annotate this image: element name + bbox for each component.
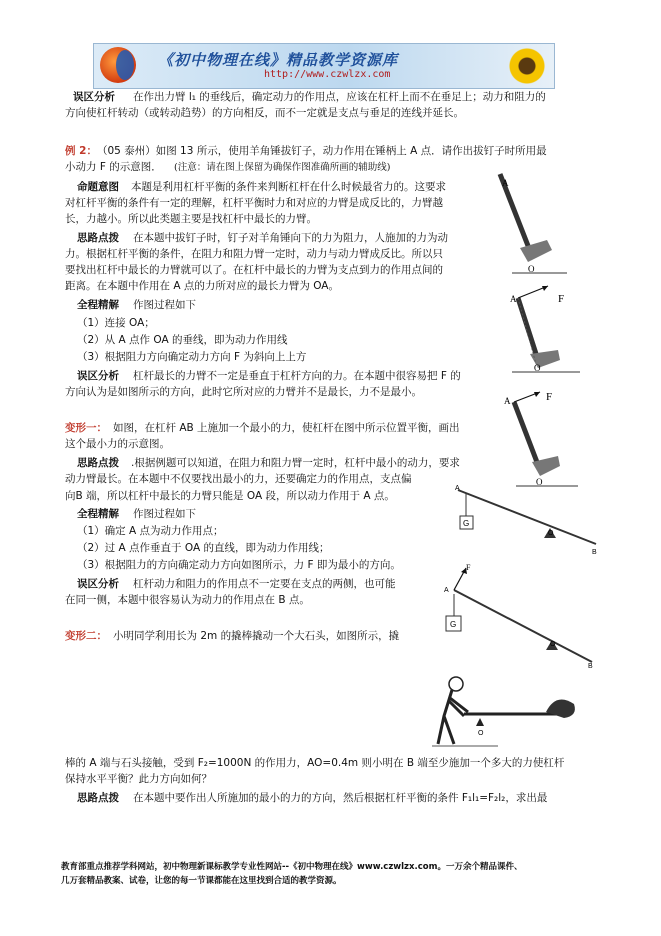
v2-line1: 小明同学利用长为 2m 的撬棒撬动一个大石头，如图所示，撬 — [113, 630, 400, 642]
label-g: G — [463, 519, 470, 528]
ex2-step3: （3）根据阻力方向确定动力方向 F 为斜向上上方 — [77, 351, 307, 363]
banner-title: 《初中物理在线》精品教学资源库 — [158, 51, 399, 69]
lever-bar — [458, 490, 596, 544]
v1-line1: 如图，在杠杆 AB 上施加一个最小的力，使杠杆在图中所示位置平衡，画出 — [113, 422, 460, 434]
label-f: F — [466, 563, 471, 572]
ex2-note: (注意：请在图上保留为确保作图准确所画的辅助线) — [174, 162, 391, 173]
lever-figure-2 — [440, 560, 600, 670]
ex2-proc-label: 全程精解 — [77, 299, 119, 311]
person-body — [438, 690, 468, 744]
hammer-figure-2 — [500, 280, 586, 380]
label-a: A — [455, 485, 460, 492]
sunflower-icon — [504, 46, 550, 86]
p1-line1: 在作出力臂 l₁ 的垂线后，确定动力的作用点，应该在杠杆上而不在垂足上；动力和阻力的 — [133, 91, 546, 103]
ex2-step2: （2）从 A 点作 OA 的垂线，即为动力作用线 — [77, 334, 288, 346]
label-o: O — [548, 530, 554, 537]
label-g: G — [450, 620, 457, 629]
v1-proc-label: 全程精解 — [77, 508, 119, 520]
label-f: F — [558, 293, 565, 305]
label-b: B — [588, 663, 593, 670]
header-banner — [93, 43, 555, 89]
footer-line1: 教育部重点推荐学科网站，初中物理新课标教学专业性网站--《初中物理在线》www.czwlzx.com。一万余个精品课件、 — [61, 862, 523, 872]
ex2-intent2: 对杠杆平衡的条件有一定的理解，杠杆平衡时力和对应的力臂是成反比的，力臂越 — [65, 197, 443, 209]
v1-mis2: 在同一侧，本题中很容易认为动力的作用点在 B 点。 — [65, 594, 310, 606]
label-f: F — [546, 391, 553, 403]
v1-label: 变形一： — [65, 422, 107, 434]
lever-figure-1 — [452, 482, 602, 560]
v1-idea3: 向B 端，所以杠杆中最长的力臂只能是 OA 段，所以动力作用于 A 点。 — [65, 490, 395, 502]
v2-label: 变形二： — [65, 630, 107, 642]
label-o: O — [478, 730, 484, 737]
label-o: O — [536, 477, 543, 487]
ex2-idea2: 力。根据杠杆平衡的条件，在阻力和阻力臂一定时，动力与动力臂成反比。所以只 — [65, 248, 443, 260]
label-b: B — [592, 549, 597, 556]
v1-mis1: 杠杆动力和阻力的作用点不一定要在支点的两侧，也可能 — [133, 578, 396, 590]
fulcrum-icon — [476, 718, 484, 726]
ex2-idea3: 要找出杠杆中最长的力臂就可以了。在杠杆中最长的力臂为支点到力的作用点间的 — [65, 264, 443, 276]
ex2-idea4: 距离。在本题中作用在 A 点的力所对应的最长力臂为 OA。 — [65, 280, 339, 292]
v1-mis-label: 误区分析 — [77, 578, 119, 590]
label-a: A — [510, 294, 517, 304]
ex2-proc-intro: 作图过程如下 — [133, 299, 196, 311]
hammer-handle — [518, 298, 538, 360]
label-o: O — [528, 264, 535, 274]
ex2-mis1: 杠杆最长的力臂不一定是垂直于杠杆方向的力。在本题中很容易把 F 的 — [133, 370, 461, 382]
v2-idea1: 在本题中要作出人所施加的最小的力的方向，然后根据杠杆平衡的条件 F₁l₁=F₂l₂，求出最 — [133, 792, 548, 804]
ex2-mis2: 方向认为是如图所示的方向，此时它所对应的力臂并不是最长，力不是最小。 — [65, 386, 422, 398]
ex2-step1: （1）连接 OA； — [77, 317, 155, 329]
footer-line2: 几万套精品教案、试卷，让您的每一节课都能在这里找到合适的教学资源。 — [61, 876, 342, 886]
v2-line3: 保持水平平衡？此力方向如何？ — [65, 773, 212, 785]
label-a: A — [504, 396, 511, 406]
v1-step1: （1）确定 A 点为动力作用点； — [77, 525, 224, 537]
v1-idea2: 动力臂最长。在本题中不仅要找出最小的力，还要确定力的作用点，支点偏 — [65, 473, 412, 485]
p1-label: 误区分析 — [73, 91, 115, 103]
v1-line2: 这个最小力的示意图。 — [65, 438, 170, 450]
ex2-intent-label: 命题意图 — [77, 181, 119, 193]
v2-line2: 棒的 A 端与石头接触，受到 F₂=1000N 的作用力，AO=0.4m 则小明在 B 端至少施加一个多大的力使杠杆 — [65, 757, 565, 769]
label-a: A — [502, 178, 509, 188]
ex2-label: 例 2： — [65, 145, 97, 157]
label-o: O — [550, 641, 556, 648]
label-o: O — [534, 363, 541, 373]
v1-step3: （3）根据阻力的方向确定动力方向如图所示，力 F 即为最小的方向。 — [77, 559, 401, 571]
logo-accent-icon — [116, 50, 134, 80]
v1-idea1: .根据例题可以知道，在阻力和阻力臂一定时，杠杆中最小的动力，要求 — [131, 457, 460, 469]
ex2-idea1: 在本题中拔钉子时，钉子对羊角锤向下的力为阻力，人施加的力为动 — [133, 232, 448, 244]
hammer-figure-3 — [500, 382, 582, 494]
lever-bar — [454, 590, 592, 662]
ex2-line2a: 小动力 F 的示意图． — [65, 161, 162, 173]
v1-proc-intro: 作图过程如下 — [133, 508, 196, 520]
ex2-intent3: 长，力越小。所以此类题主要是找杠杆中最长的力臂。 — [65, 213, 317, 225]
hammer-handle — [514, 402, 540, 470]
ex2-mis-label: 误区分析 — [77, 370, 119, 382]
ex2-intent1: 本题是利用杠杆平衡的条件来判断杠杆在什么时候最省力的。这要求 — [131, 181, 446, 193]
p1-line2: 方向使杠杆转动（或转动趋势）的方向相反，而不一定就是支点与垂足的连线并延长。 — [65, 107, 464, 119]
footer — [61, 860, 601, 888]
v2-idea-label: 思路点拨 — [77, 792, 119, 804]
v1-step2: （2）过 A 点作垂直于 OA 的直线，即为动力作用线； — [77, 542, 330, 554]
ex2-line1: （05 泰州）如图 13 所示，使用羊角锤拔钉子，动力作用在锤柄上 A 点．请作出拔钉子时所用最 — [97, 145, 547, 157]
v1-idea-label: 思路点拨 — [77, 457, 119, 469]
banner-url[interactable]: http://www.czwlzx.com — [264, 69, 391, 80]
label-a: A — [444, 587, 449, 594]
pry-bar-figure — [428, 672, 578, 754]
person-head — [449, 677, 463, 691]
ex2-idea-label: 思路点拨 — [77, 232, 119, 244]
hammer-figure-1 — [492, 168, 574, 280]
